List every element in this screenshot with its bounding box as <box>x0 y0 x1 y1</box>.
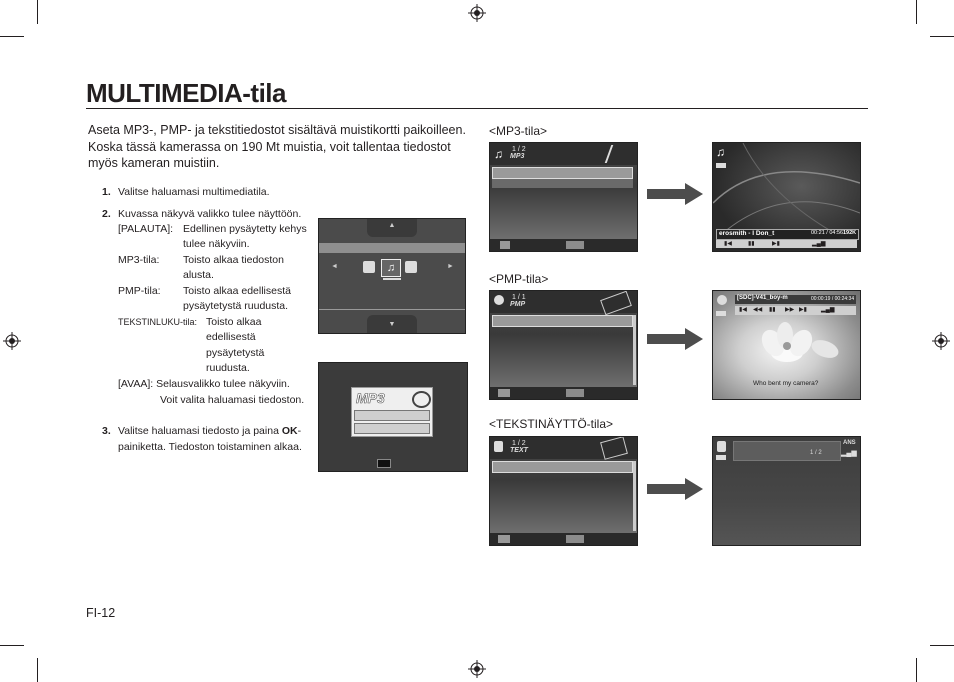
pmp-list-scrollbar <box>633 315 636 385</box>
mp3-list-mode: MP3 <box>510 153 525 160</box>
step-3-text: Valitse haluamasi tiedosto ja paina <box>118 425 282 437</box>
teksti-label: TEKSTINLUKU-tila: <box>118 317 198 327</box>
ok-button-indicator <box>566 535 584 543</box>
step-2-text: Kuvassa näkyvä valikko tulee näyttöön. <box>118 208 302 220</box>
film-reel-icon <box>494 295 504 305</box>
rewind-icon: ◀◀ <box>753 307 763 313</box>
video-time: 00:00:19 / 00:24:34 <box>811 296 855 302</box>
registration-mark-bottom-icon <box>468 660 486 678</box>
mp3-list-screen <box>489 142 638 252</box>
teksti-line-2: edellisestä <box>206 331 256 343</box>
bottom-line <box>319 309 465 310</box>
teksti-line-4: ruudusta. <box>206 362 250 374</box>
video-file-name: [SDC]-V41_boy-m <box>737 295 788 301</box>
battery-icon <box>716 163 726 168</box>
menu-item-2 <box>354 423 430 434</box>
mp3-line-2: alusta. <box>183 269 214 281</box>
next-icon: ▶▮ <box>772 241 780 247</box>
mp3-list-row <box>492 179 633 188</box>
open-menu-screen <box>318 362 468 472</box>
music-note-icon: ♫ <box>494 147 503 161</box>
down-arrow-button: ▼ <box>367 315 417 333</box>
playback-controls <box>716 240 857 248</box>
text-document-icon <box>494 441 503 452</box>
title-rule <box>86 108 868 109</box>
text-list-counter: 1 / 2 <box>512 440 526 447</box>
ok-button-indicator <box>566 241 584 249</box>
step-3-line-2: painiketta. Tiedoston toistaminen alkaa. <box>118 441 302 453</box>
teksti-line-1: Toisto alkaa <box>206 316 262 328</box>
text-document-icon <box>717 441 726 452</box>
text-page-bar <box>733 441 841 461</box>
caption-pmp: <PMP-tila> <box>489 272 549 286</box>
mp3-line-1: Toisto alkaa tiedoston <box>183 254 284 266</box>
menu-popup <box>351 387 433 437</box>
avaa-line-1: [AVAA]: Selausvalikko tulee näkyviin. <box>118 378 290 390</box>
text-list-footer <box>490 533 637 545</box>
page-number: FI-12 <box>86 606 116 620</box>
volume-icon: ▂▄▆ <box>841 450 857 457</box>
navigate-icon <box>498 389 510 397</box>
step-3-line-1 <box>118 424 301 440</box>
mp3-list-footer <box>490 239 637 251</box>
navigate-icon <box>498 535 510 543</box>
pause-icon: ▮▮ <box>748 241 755 247</box>
pmp-info-bar <box>735 295 856 304</box>
text-list-scrollbar <box>633 461 636 531</box>
step-1-number: 1. <box>102 186 111 198</box>
text-list-screen <box>489 436 638 546</box>
mp3-label: MP3-tila: <box>118 254 160 266</box>
right-arrow-icon: ► <box>447 263 454 270</box>
menu-item-1 <box>354 410 430 421</box>
info-bar <box>716 229 859 240</box>
pmp-line-2: pysäytetystä ruudusta. <box>183 300 289 312</box>
step-2-number: 2. <box>102 208 111 220</box>
step-3-hyphen: - <box>297 425 302 437</box>
arrow-right-icon <box>647 478 703 500</box>
next-icon: ▶▮ <box>799 307 807 313</box>
volume-icon: ▂▄▆ <box>821 307 835 313</box>
arrow-right-icon <box>647 183 703 205</box>
avaa-line-2: Voit valita haluamasi tiedoston. <box>160 394 305 406</box>
intro-line-1: Aseta MP3-, PMP- ja tekstitiedostot sisältävä muistikortti paikoilleen. <box>88 123 466 137</box>
ok-button-indicator <box>566 389 584 397</box>
palauta-line-1: Edellinen pysäytetty kehys <box>183 223 307 235</box>
caption-mp3: <MP3-tila> <box>489 124 548 138</box>
track-time: 00:21 / 04:56 <box>811 230 844 236</box>
track-title: erosmith - I Don_t <box>719 230 775 237</box>
pmp-line-1: Toisto alkaa edellisestä <box>183 285 291 297</box>
pmp-list-footer <box>490 387 637 399</box>
film-reel-icon <box>717 295 727 305</box>
registration-mark-right-icon <box>932 332 950 350</box>
intro-line-3: myös kameran muistiin. <box>88 156 220 170</box>
mode-indicator-dots <box>383 278 401 280</box>
caption-text: <TEKSTINÄYTTÖ-tila> <box>489 417 614 431</box>
pmp-label: PMP-tila: <box>118 285 161 297</box>
text-list-mode: TEXT <box>510 447 528 454</box>
mp3-list-counter: 1 / 2 <box>512 146 526 153</box>
text-list-selected-row <box>492 461 633 473</box>
music-player-icon <box>412 391 431 408</box>
text-view-screen <box>712 436 861 546</box>
registration-mark-left-icon <box>3 332 21 350</box>
teksti-line-3: pysäytetystä <box>206 347 265 359</box>
pmp-mode-icon <box>405 261 417 273</box>
up-arrow-button: ▲ <box>367 219 417 237</box>
palauta-label: [PALAUTA]: <box>118 223 174 235</box>
volume-icon: ▂▄▆ <box>812 241 826 247</box>
music-note-icon: ♫ <box>716 145 725 159</box>
ok-key-label: OK <box>281 425 298 437</box>
return-mode-icon <box>363 261 375 273</box>
pause-icon: ▮▮ <box>769 307 776 313</box>
music-note-icon: ♫ <box>381 259 401 277</box>
pmp-list-screen <box>489 290 638 400</box>
battery-icon <box>716 455 726 460</box>
arrow-right-icon <box>647 328 703 350</box>
page-title: MULTIMEDIA-tila <box>86 78 286 108</box>
pmp-controls <box>735 306 856 315</box>
mp3-playback-screen <box>712 142 861 252</box>
step-1-text: Valitse haluamasi multimediatila. <box>118 186 270 198</box>
forward-icon: ▶▶ <box>785 307 795 313</box>
left-arrow-icon: ◄ <box>331 263 338 270</box>
intro-paragraph <box>88 122 468 172</box>
intro-line-2: Koska tässä kamerassa on 190 Mt muistia, voit tallentaa tiedostot <box>88 139 451 154</box>
palauta-line-2: tulee näkyviin. <box>183 238 250 250</box>
mode-strip <box>319 243 465 253</box>
previous-icon: ▮◀ <box>724 241 732 247</box>
mode-icon-row <box>363 259 421 275</box>
pmp-list-counter: 1 / 1 <box>512 294 526 301</box>
text-page-number: 1 / 2 <box>810 450 822 456</box>
mp3-list-selected-row <box>492 167 633 179</box>
track-bitrate: 192K <box>843 230 857 236</box>
video-subtitle: Who bent my camera? <box>753 380 819 387</box>
pmp-list-selected-row <box>492 315 633 327</box>
pmp-playback-screen <box>712 290 861 400</box>
battery-icon <box>716 311 726 316</box>
registration-mark-top-icon <box>468 4 486 22</box>
navigate-icon <box>500 241 510 249</box>
pmp-list-mode: PMP <box>510 301 526 308</box>
text-tag: ANS <box>843 440 856 446</box>
mode-selection-screen <box>318 218 466 334</box>
ok-button-indicator <box>377 459 391 468</box>
step-3-number: 3. <box>102 425 111 437</box>
menu-popup-mode: MP3 <box>356 390 385 406</box>
previous-icon: ▮◀ <box>739 307 747 313</box>
